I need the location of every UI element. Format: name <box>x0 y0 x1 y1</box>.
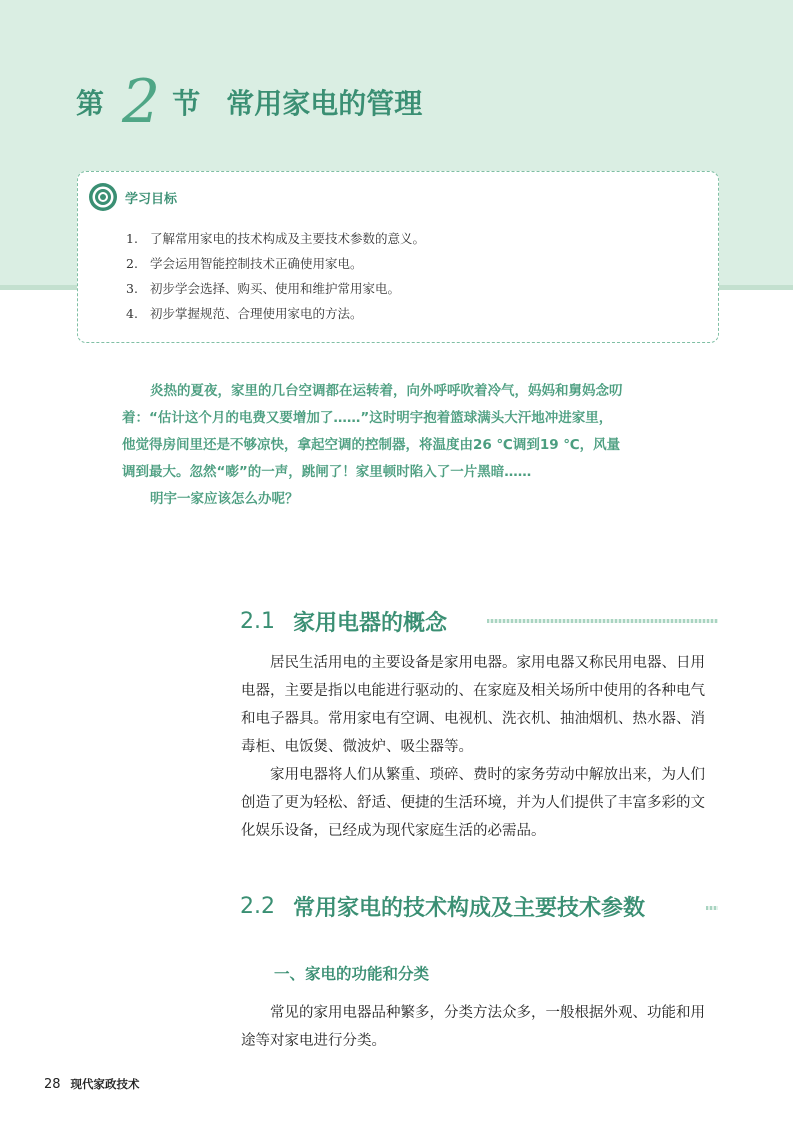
goal-number: 3. <box>126 281 138 296</box>
page-footer <box>44 1076 140 1092</box>
subsection-heading: 一、家电的功能和分类 <box>274 965 430 983</box>
section-number: 2.1 <box>240 609 275 634</box>
section-title-text: 常用家电的技术构成及主要技术参数 <box>293 896 646 921</box>
intro-line: 他觉得房间里还是不够凉快，拿起空调的控制器，将温度由26 ℃调到19 ℃，风量 <box>122 437 621 453</box>
body-paragraph: 家用电器将人们从繁重、琐碎、费时的家务劳动中解放出来，为人们创造了更为轻松、舒适、便捷的生活环境，并为人们提供了丰富多彩的文化娱乐设备，已经成为现代家庭生活的必需品。 <box>241 767 705 839</box>
target-icon <box>88 182 118 212</box>
body-paragraph: 居民生活用电的主要设备是家用电器。家用电器又称民用电器、日用电器，主要是指以电能进行驱动的、在家庭及相关场所中使用的各种电气和电子器具。常用家电有空调、电视机、洗衣机、抽油烟机、热水器、消毒柜、电饭煲、微波炉、吸尘器等。 <box>241 655 705 755</box>
intro-story <box>122 378 682 513</box>
goal-text: 初步学会选择、购买、使用和维护常用家电。 <box>150 281 401 296</box>
goal-number: 1. <box>126 231 138 246</box>
goal-item <box>126 251 425 276</box>
section-heading-2-1 <box>240 606 447 637</box>
section-number: 2.2 <box>240 894 275 919</box>
learning-goals-box <box>77 171 719 343</box>
goal-text: 初步掌握规范、合理使用家电的方法。 <box>150 306 363 321</box>
goal-number: 2. <box>126 256 138 271</box>
title-text: 常用家电的管理 <box>226 87 423 120</box>
section-title-text: 家用电器的概念 <box>293 611 448 636</box>
intro-line: 调到最大。忽然“嘭”的一声，跳闸了！家里顿时陷入了一片黑暗…… <box>122 464 532 480</box>
intro-line: 着：“估计这个月的电费又要增加了……”这时明宇抱着篮球满头大汗地冲进家里， <box>122 410 613 426</box>
section-rule <box>487 619 718 623</box>
title-prefix: 第 <box>76 87 105 120</box>
goal-item <box>126 276 425 301</box>
section-heading-2-2 <box>240 891 645 922</box>
section-2-1-body <box>241 649 719 845</box>
goal-number: 4. <box>126 306 138 321</box>
learning-goals-heading: 学习目标 <box>125 192 178 207</box>
intro-line: 炎热的夏夜，家里的几台空调都在运转着，向外呼呼吹着冷气，妈妈和舅妈念叨 <box>150 383 623 399</box>
intro-question: 明宇一家应该怎么办呢？ <box>150 491 299 507</box>
goal-text: 了解常用家电的技术构成及主要技术参数的意义。 <box>150 231 426 246</box>
section-title <box>76 62 422 142</box>
body-paragraph: 常见的家用电器品种繁多，分类方法众多，一般根据外观、功能和用途等对家电进行分类。 <box>241 1005 705 1049</box>
title-suffix: 节 <box>172 87 201 120</box>
goal-item <box>126 226 425 251</box>
book-title: 现代家政技术 <box>70 1077 140 1091</box>
section-2-2-body <box>241 999 719 1055</box>
section-rule <box>706 906 718 910</box>
goal-text: 学会运用智能控制技术正确使用家电。 <box>150 256 363 271</box>
page-number: 28 <box>44 1076 61 1092</box>
goal-item <box>126 301 425 326</box>
learning-goals-list <box>126 226 425 326</box>
title-number: 2 <box>122 67 161 137</box>
